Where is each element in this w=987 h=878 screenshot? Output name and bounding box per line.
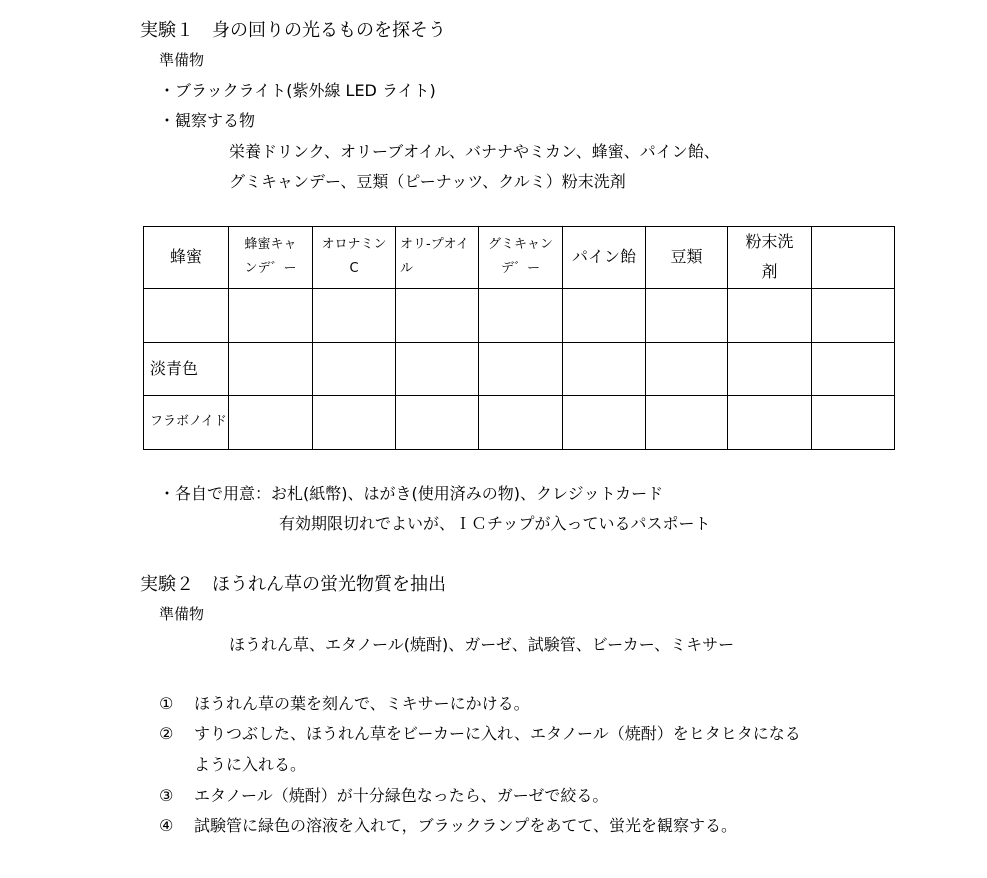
exp2-materials: ほうれん草、エタノール(焼酎)、ガーゼ、試験管、ビーカー、ミキサー bbox=[229, 635, 735, 654]
table-cell bbox=[396, 395, 479, 449]
exp2-prep-label: 準備物 bbox=[159, 605, 205, 623]
exp1-title: 実験１ 身の回りの光るものを探そう bbox=[140, 20, 446, 41]
table-cell bbox=[313, 288, 396, 342]
observation-table bbox=[143, 226, 895, 450]
table-row bbox=[144, 342, 895, 395]
table-cell bbox=[812, 288, 895, 342]
table-cell bbox=[479, 342, 563, 395]
table-header-cell: 粉末洗 剤 bbox=[728, 227, 812, 289]
table-cell bbox=[229, 342, 313, 395]
step-number: ① bbox=[159, 694, 174, 713]
table-cell bbox=[646, 342, 728, 395]
table-cell bbox=[479, 395, 563, 449]
table-header-cell bbox=[812, 227, 895, 289]
table-row bbox=[144, 395, 895, 449]
table-cell bbox=[144, 288, 229, 342]
table-header-cell: パイン飴 bbox=[563, 227, 646, 289]
table-cell bbox=[646, 288, 728, 342]
table-cell bbox=[728, 288, 812, 342]
table-cell bbox=[229, 288, 313, 342]
table-cell bbox=[396, 288, 479, 342]
step-number: ② bbox=[159, 724, 174, 743]
table-cell bbox=[563, 342, 646, 395]
table-cell bbox=[313, 342, 396, 395]
exp1-objects-line2: グミキャンデー、豆類（ピーナッツ、クルミ）粉末洗剤 bbox=[229, 172, 626, 191]
table-header-cell: グミキャン デ゛ー bbox=[479, 227, 563, 289]
table-cell bbox=[563, 395, 646, 449]
step-text-continued: ように入れる。 bbox=[194, 755, 307, 774]
table-header-row bbox=[144, 227, 895, 289]
exp1-own-items-line2: 有効期限切れでよいが、ＩＣチップが入っているパスポート bbox=[279, 514, 711, 533]
exp1-prep-label: 準備物 bbox=[159, 51, 205, 69]
table-header-cell: 蜂蜜 bbox=[144, 227, 229, 289]
step-text: すりつぶした、ほうれん草をビーカーに入れ、エタノール（焼酎）をヒタヒタになる bbox=[194, 724, 801, 743]
table-header-cell: オリ-プオイ ル bbox=[396, 227, 479, 289]
table-header-cell: 豆類 bbox=[646, 227, 728, 289]
table-cell bbox=[728, 395, 812, 449]
table-row bbox=[144, 288, 895, 342]
table-cell bbox=[646, 395, 728, 449]
step-number: ④ bbox=[159, 816, 174, 835]
table-header-cell: オロナミン C bbox=[313, 227, 396, 289]
table-cell bbox=[229, 395, 313, 449]
table-cell bbox=[812, 395, 895, 449]
table-cell bbox=[479, 288, 563, 342]
table-cell bbox=[563, 288, 646, 342]
table-cell bbox=[313, 395, 396, 449]
table-header-cell: 蜂蜜キャ ンデ゛ー bbox=[229, 227, 313, 289]
step-text: 試験管に緑色の溶液を入れて，ブラックランプをあてて、蛍光を観察する。 bbox=[194, 816, 738, 835]
exp1-own-items-line1: ・各自で用意：お札(紙幣)、はがき(使用済みの物)、クレジットカード bbox=[159, 484, 664, 503]
table-cell: 淡青色 bbox=[144, 342, 229, 395]
exp1-objects-line1: 栄養ドリンク、オリーブオイル、バナナやミカン、蜂蜜、パイン飴、 bbox=[229, 142, 720, 161]
table-cell bbox=[728, 342, 812, 395]
table-cell bbox=[812, 342, 895, 395]
exp1-item-blacklight: ・ブラックライト(紫外線 LED ライト) bbox=[159, 81, 436, 100]
step-number: ③ bbox=[159, 786, 174, 805]
table-cell: フラボノイド bbox=[144, 395, 229, 449]
step-text: ほうれん草の葉を刻んで、ミキサーにかける。 bbox=[194, 694, 530, 713]
exp1-item-objects: ・観察する物 bbox=[159, 111, 256, 130]
exp2-title: 実験２ ほうれん草の蛍光物質を抽出 bbox=[140, 574, 446, 595]
table-cell bbox=[396, 342, 479, 395]
step-text: エタノール（焼酎）が十分緑色なったら、ガーゼで絞る。 bbox=[194, 786, 609, 805]
